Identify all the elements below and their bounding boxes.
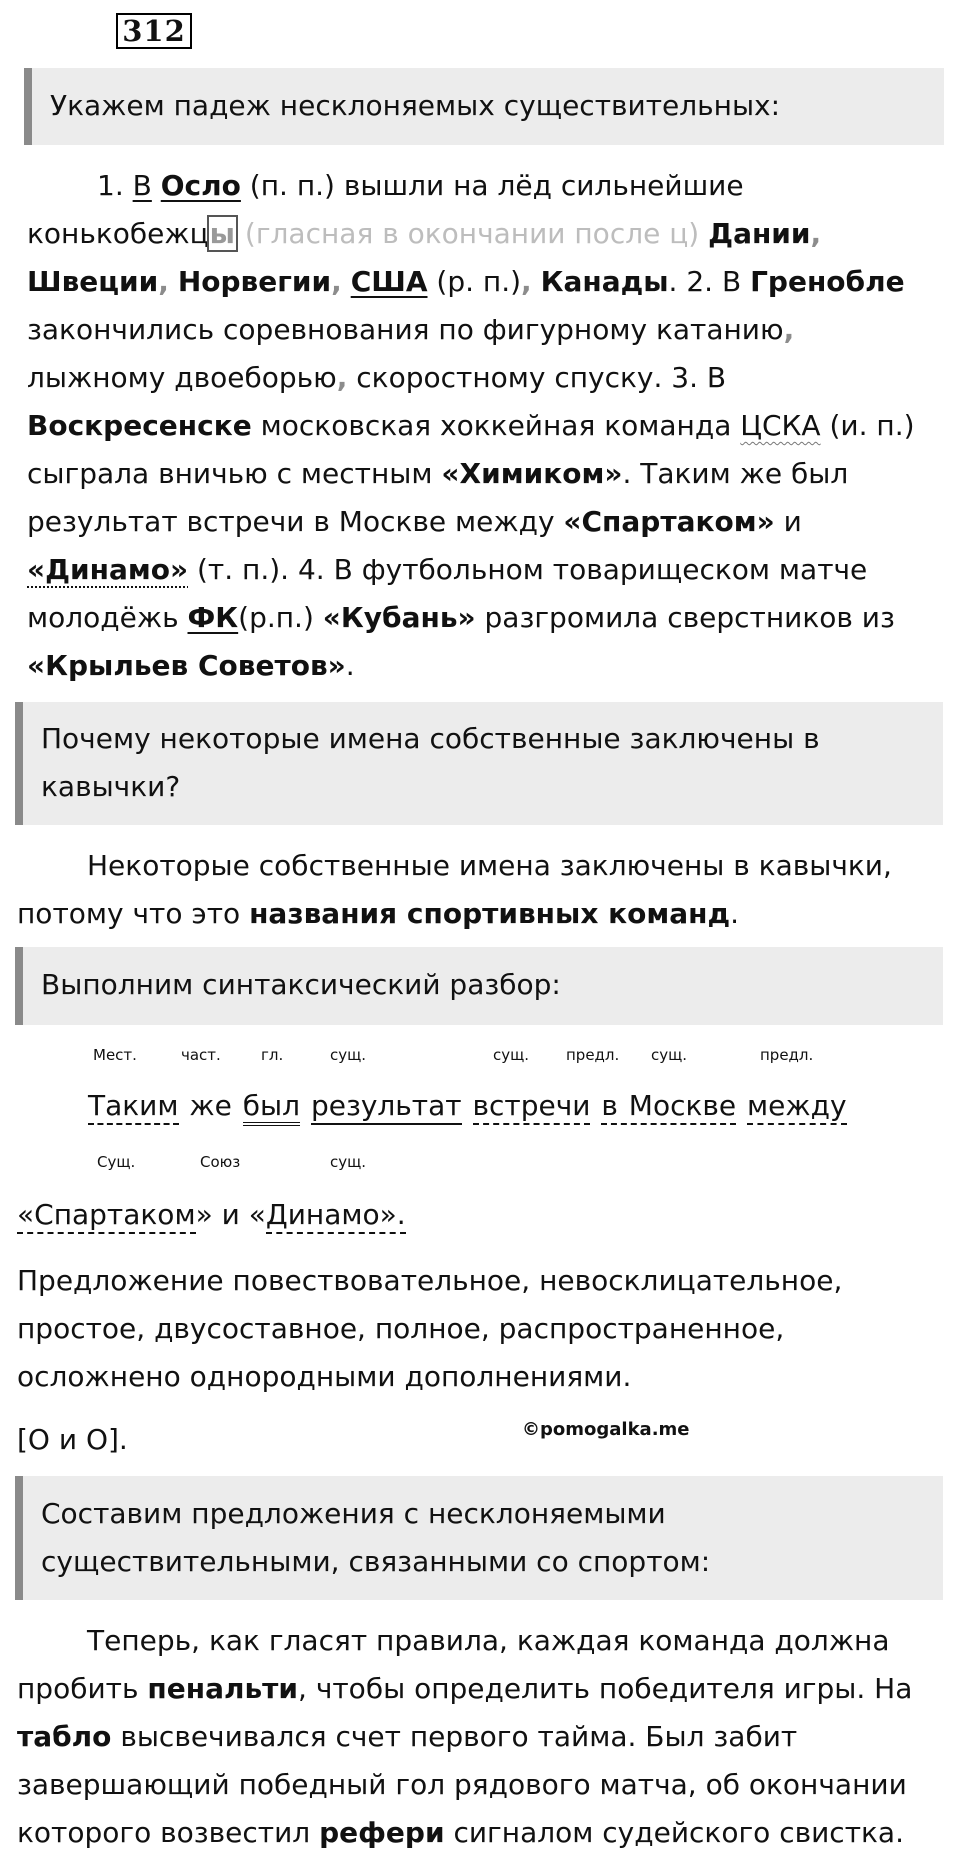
pos-label: сущ. — [651, 1046, 688, 1064]
exercise-number: 312 — [116, 13, 192, 49]
parse-description: Предложение повествовательное, невосклицательное, простое, двусоставное, полное, распространенное, осложнено однородными дополнениями. — [17, 1264, 843, 1393]
vowel-box: ы — [209, 217, 235, 250]
parse-sentence-line1: Таким же был результат встречи в Москве между — [88, 1089, 847, 1122]
task-heading-3: Выполним синтаксический разбор: — [15, 947, 943, 1025]
watermark: ©pomogalka.me — [522, 1419, 690, 1440]
pos-label: Союз — [200, 1153, 241, 1171]
pos-label: сущ. — [330, 1046, 367, 1064]
pos-label: гл. — [261, 1046, 284, 1064]
task-heading-1: Укажем падеж несклоняемых существительных: — [24, 68, 944, 145]
pos-label: Сущ. — [97, 1153, 136, 1171]
pos-label: предл. — [566, 1046, 620, 1064]
pos-label: сущ. — [493, 1046, 530, 1064]
task-heading-4: Составим предложения с несклоняемыми существительными, связанными со спортом: — [15, 1476, 943, 1600]
answer-sentences: Теперь, как гласят правила, каждая команда должна пробить пенальти, чтобы определить победителя игры. На табло высвечивался счет первого тайма. Был забит завершающий победный гол рядового матча, об окончании которого возвестил рефери сигналом судейского свистка. — [17, 1624, 913, 1849]
pos-label: сущ. — [330, 1153, 367, 1171]
parse-scheme: [О и О]. — [17, 1423, 128, 1456]
pos-label: Мест. — [93, 1046, 137, 1064]
answer-quotes: Некоторые собственные имена заключены в кавычки, потому что это названия спортивных команд. — [17, 849, 892, 930]
exercise-text: 1. В Осло (п. п.) вышли на лёд сильнейшие конькобежцы (гласная в окончании после ц) Дании, Швеции, Норвегии, США (р. п.), Канады. 2. В Гренобле закончились соревнования по фигурному катанию, лыжному двоеборью, скоростному спуску. 3. В Воскресенске московская хоккейная команда ЦСКА (и. п.) сыграла вничью с местным «Химиком». Таким же был результат встречи в Москве между «Спартаком» и «Динамо» (т. п.). 4. В футбольном товарищеском матче молодёжь ФК(р.п.) «Кубань» разгромила сверстников из «Крыльев Советов». — [27, 169, 915, 682]
task-heading-2: Почему некоторые имена собственные заключены в кавычки? — [15, 702, 943, 825]
parse-sentence-line2: «Спартаком» и «Динамо». — [17, 1198, 406, 1231]
pos-label: предл. — [760, 1046, 814, 1064]
pos-label: част. — [181, 1046, 221, 1064]
